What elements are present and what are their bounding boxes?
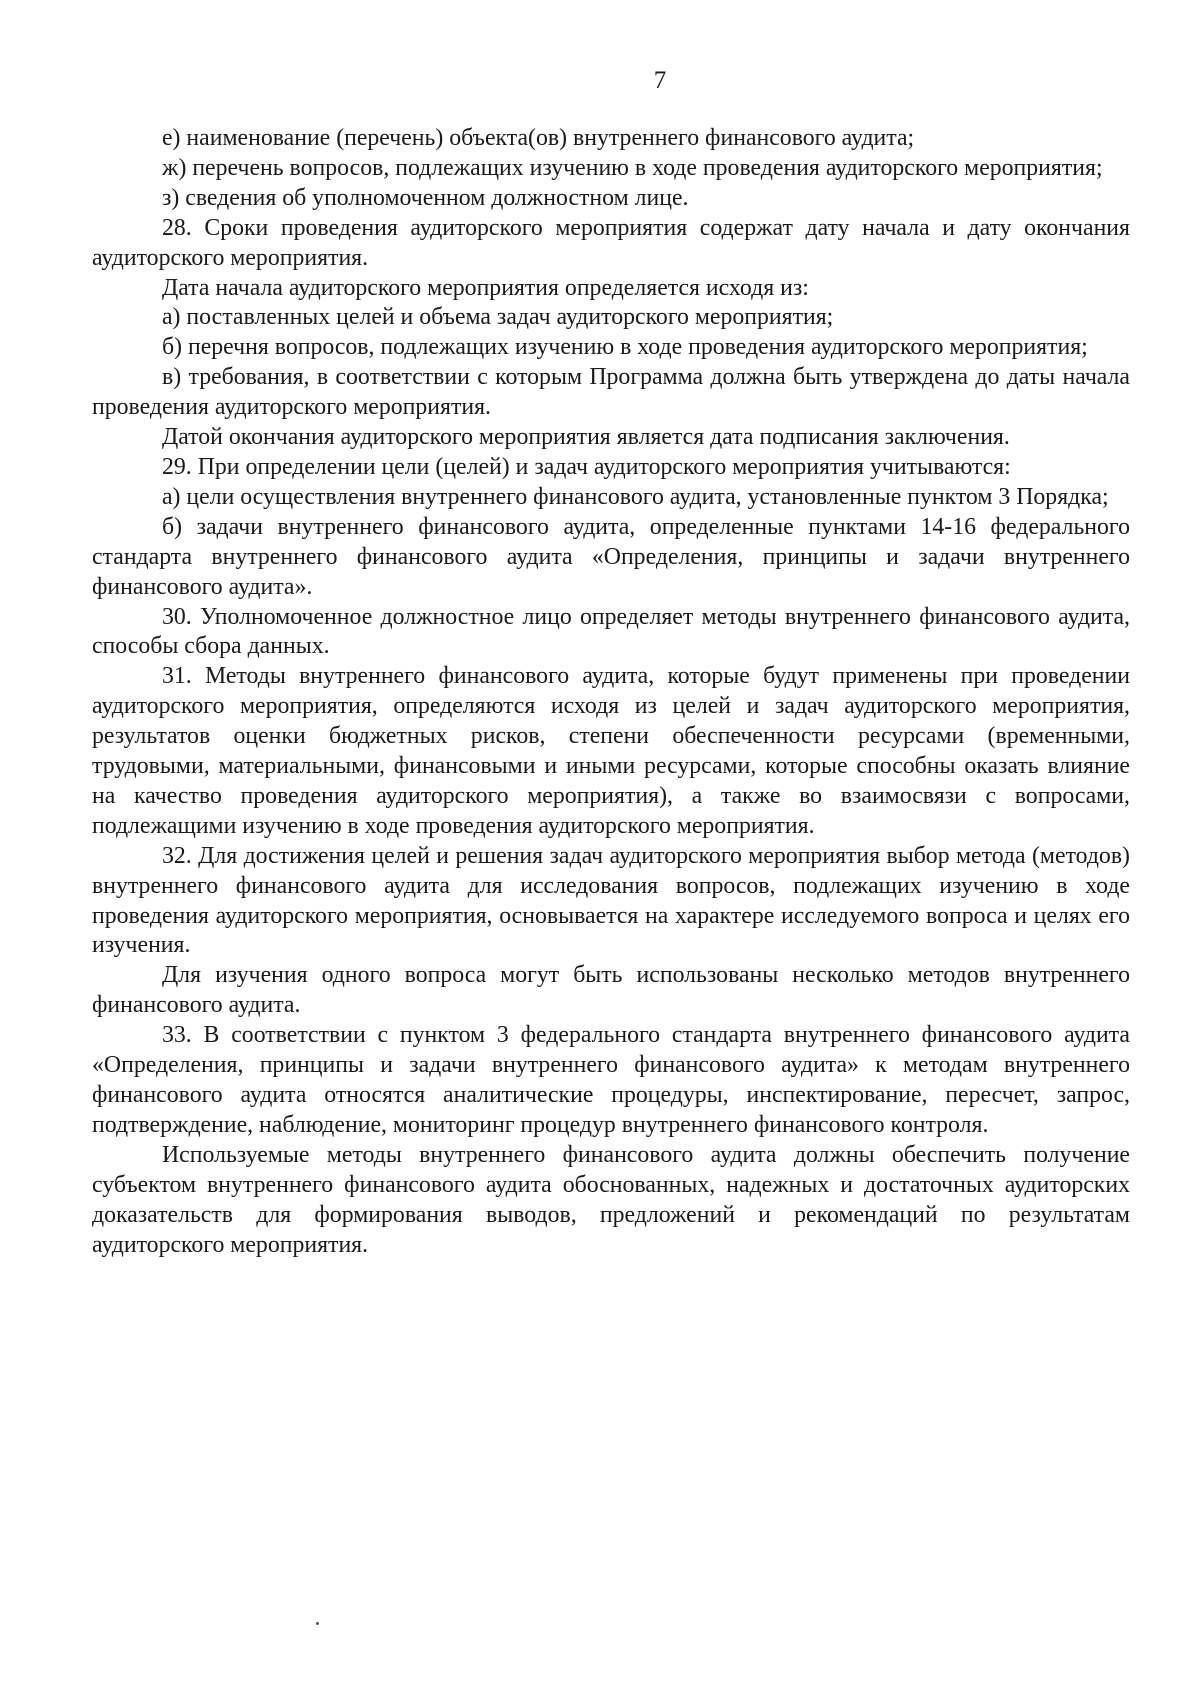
paragraph: а) цели осуществления внутреннего финансового аудита, установленные пунктом 3 Порядка; bbox=[162, 483, 1109, 510]
paragraph: 30. Уполномоченное должностное лицо определяет методы внутреннего финансового аудита, способы сбора данных. bbox=[92, 603, 1130, 660]
paragraph: з) сведения об уполномоченном должностном лице. bbox=[162, 184, 689, 211]
paragraph: 29. При определении цели (целей) и задач аудиторского мероприятия учитываются: bbox=[162, 453, 1011, 480]
paragraph: а) поставленных целей и объема задач аудиторского мероприятия; bbox=[162, 304, 834, 331]
paragraph: б) перечня вопросов, подлежащих изучению в ходе проведения аудиторского мероприятия; bbox=[162, 334, 1088, 361]
paragraph: 31. Методы внутреннего финансового аудита, которые будут применены при проведении аудиторского мероприятия, определяются исходя из целей и задач аудиторского мероприятия, результатов оценки бюджетных рисков, степени обеспеченности ресурсами (временными, трудовыми, материальными, финансовыми и иными ресурсами, которые способны оказать влияние на качество проведения аудиторского мероприятия), а также во взаимосвязи с вопросами, подлежащими изучению в ходе проведения аудиторского мероприятия. bbox=[92, 663, 1130, 839]
paragraph: 32. Для достижения целей и решения задач аудиторского мероприятия выбор метода (методов) внутреннего финансового аудита для исследования вопросов, подлежащих изучению в ходе проведения аудиторского мероприятия, основывается на характере исследуемого вопроса и целях его изучения. bbox=[92, 842, 1130, 959]
paragraph: ж) перечень вопросов, подлежащих изучению в ходе проведения аудиторского мероприятия; bbox=[162, 154, 1103, 181]
page-number: 7 bbox=[653, 67, 667, 94]
scan-speck bbox=[316, 1622, 319, 1625]
paragraph: Датой окончания аудиторского мероприятия является дата подписания заключения. bbox=[162, 424, 1010, 451]
paragraph: б) задачи внутреннего финансового аудита, определенные пунктами 14-16 федерального стандарта внутреннего финансового аудита «Определения, принципы и задачи внутреннего финансового аудита». bbox=[92, 513, 1130, 600]
paragraph: 33. В соответствии с пунктом 3 федерального стандарта внутреннего финансового аудита «Определения, принципы и задачи внутреннего финансового аудита» к методам внутреннего финансового аудита относятся аналитические процедуры, инспектирование, пересчет, запрос, подтверждение, наблюдение, мониторинг процедур внутреннего финансового контроля. bbox=[92, 1022, 1130, 1138]
paragraph: в) требования, в соответствии с которым Программа должна быть утверждена до даты начала проведения аудиторского мероприятия. bbox=[92, 364, 1130, 421]
paragraph: Для изучения одного вопроса могут быть использованы несколько методов внутреннего финансового аудита. bbox=[92, 962, 1130, 1019]
document-body bbox=[92, 124, 1130, 1260]
paragraph: Используемые методы внутреннего финансового аудита должны обеспечить получение субъектом внутреннего финансового аудита обоснованных, надежных и достаточных аудиторских доказательств для формирования выводов, предложений и рекомендаций по результатам аудиторского мероприятия. bbox=[92, 1141, 1130, 1258]
paragraph: 28. Сроки проведения аудиторского мероприятия содержат дату начала и дату окончания аудиторского мероприятия. bbox=[92, 214, 1130, 271]
paragraph: е) наименование (перечень) объекта(ов) внутреннего финансового аудита; bbox=[162, 125, 915, 151]
paragraph: Дата начала аудиторского мероприятия определяется исходя из: bbox=[162, 274, 809, 301]
